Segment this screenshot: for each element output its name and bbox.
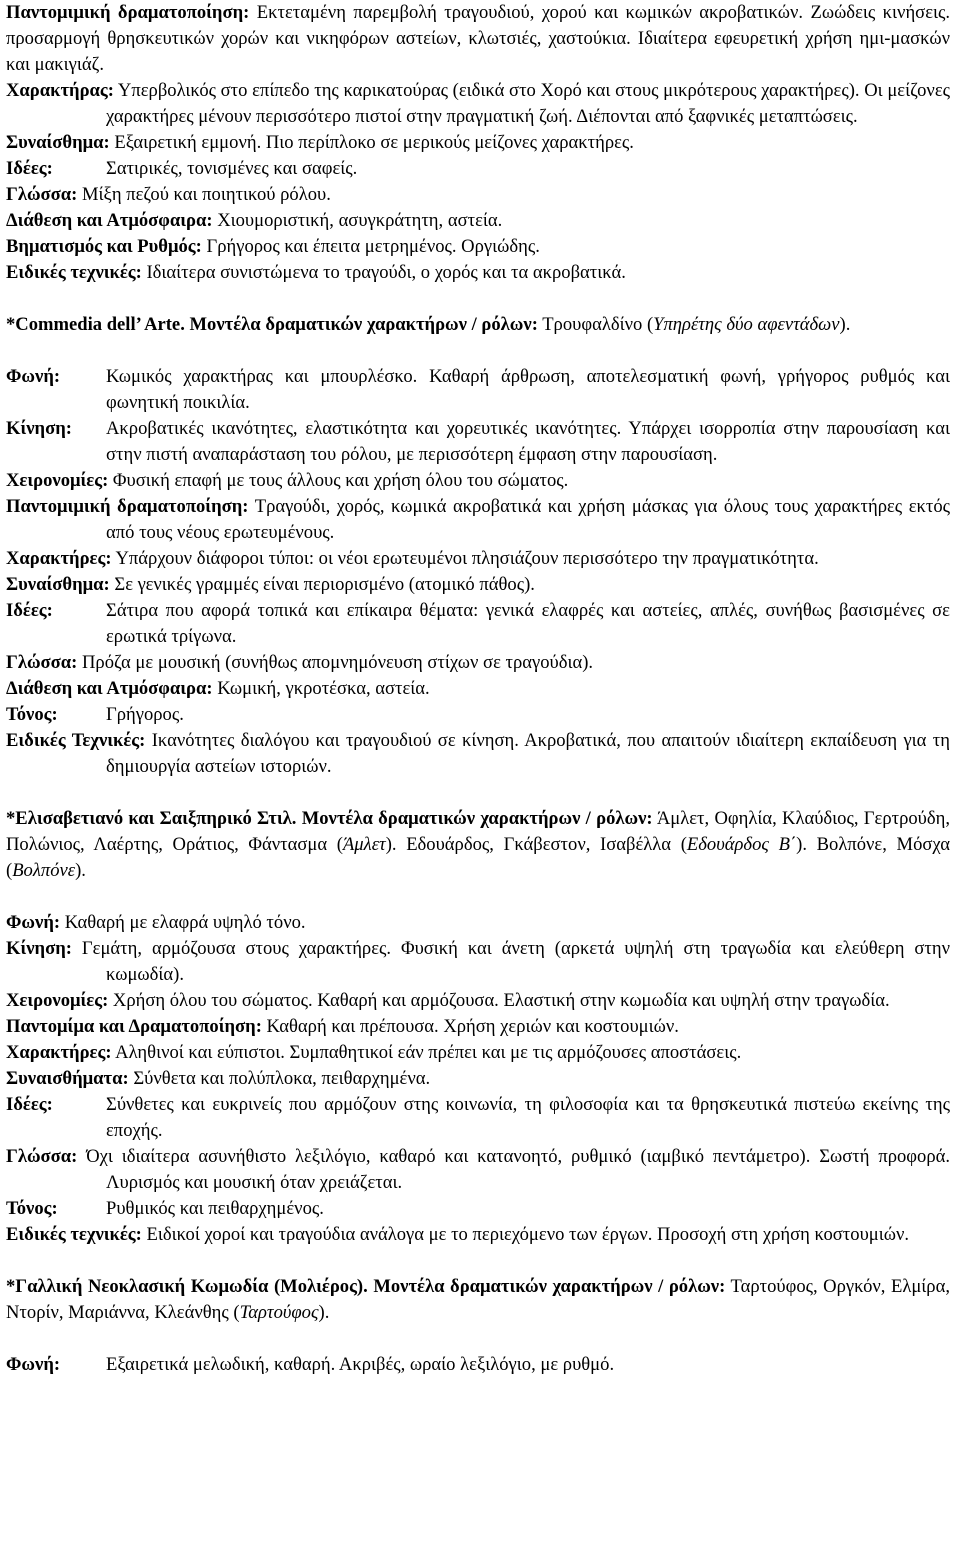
- entry-techniques-commedia: [6, 728, 950, 780]
- entry-text: Ρυθμικός και πειθαρχημένος.: [106, 1198, 324, 1219]
- entry-mood-intro: [6, 208, 950, 234]
- entry-text: Ικανότητες διαλόγου και τραγουδιού σε κίνηση. Ακροβατικά, που απαιτούν ιδιαίτερη εκπαίδευση για τη δημιουργία αστείων ιστοριών.: [106, 730, 950, 777]
- section-title: *Ελισαβετιανό και Σαιξπηρικό Στιλ.: [6, 808, 297, 829]
- entry-text: Ακροβατικές ικανότητες, ελαστικότητα και χορευτικές ικανότητες. Υπάρχει ισορροπία στην παρουσίαση και στην πιστή αναπαράσταση του ρόλου, με περισσότερη έμφαση στην παρουσίαση.: [106, 418, 950, 465]
- models-text: ). Εδουάρδος, Γκάβεστον, Ισαβέλλα (: [385, 834, 687, 855]
- entry-text: Σύνθετα και πολύπλοκα, πειθαρχημένα.: [128, 1068, 431, 1089]
- entry-text: Πρόζα με μουσική (συνήθως απομνημόνευση στίχων σε τραγούδια).: [77, 652, 594, 673]
- entry-gestures-elizabethan: [6, 988, 950, 1014]
- entry-label: Ιδέες:: [6, 600, 53, 621]
- models-end: ).: [318, 1302, 330, 1323]
- entry-characters-commedia: [6, 546, 950, 572]
- entry-label: Τόνος:: [6, 704, 58, 725]
- models-label: Μοντέλα δραματικών χαρακτήρων / ρόλων:: [296, 808, 653, 829]
- entry-text: Ειδικοί χοροί και τραγούδια ανάλογα με το περιεχόμενο των έργων. Προσοχή στη χρήση κοστουμιών.: [141, 1224, 910, 1245]
- entry-label: Γλώσσα:: [6, 1146, 78, 1167]
- spacer: [6, 286, 950, 312]
- entry-language-intro: [6, 182, 950, 208]
- entry-label: Παντομιμική δραματοποίηση:: [6, 496, 249, 517]
- entry-label: Φωνή:: [6, 912, 61, 933]
- models-text: Ταρτούφος, Οργκόν, Ελμίρα, Ντορίν, Μαριάννα, Κλεάνθης (: [6, 1276, 950, 1323]
- models-text: Τρουφαλδίνο (: [537, 314, 654, 335]
- entry-label: Ειδικές τεχνικές:: [6, 262, 142, 283]
- entry-text: Σάτιρα που αφορά τοπικά και επίκαιρα θέματα: γενικά ελαφρές και αστείες, απλές, συνήθως βασισμένες σε ερωτικά τρίγωνα.: [106, 600, 950, 647]
- entry-emotion-intro: [6, 130, 950, 156]
- entry-label: Φωνή:: [6, 366, 61, 387]
- models-text: ). Βολπόνε, Μόσχα (: [6, 834, 950, 881]
- entry-ideas-commedia: [6, 598, 950, 650]
- entry-characters-elizabethan: [6, 1040, 950, 1066]
- entry-label: Χειρονομίες:: [6, 990, 109, 1011]
- entry-pantomime-commedia: [6, 494, 950, 546]
- models-italic: Εδουάρδος Β΄: [686, 834, 797, 855]
- entry-gestures-commedia: [6, 468, 950, 494]
- entry-voice-elizabethan: [6, 910, 950, 936]
- entry-text: Μίξη πεζού και ποιητικού ρόλου.: [77, 184, 331, 205]
- models-end: ).: [839, 314, 851, 335]
- entry-movement-elizabethan: [6, 936, 950, 988]
- spacer: [6, 1326, 950, 1352]
- entry-label: Παντομιμική δραματοποίηση:: [6, 2, 250, 23]
- entry-text: Γεμάτη, αρμόζουσα στους χαρακτήρες. Φυσική και άνετη (αρκετά υψηλή στη τραγωδία και ελεύθερη στην κωμωδία).: [71, 938, 950, 985]
- entry-text: Υπερβολικός στο επίπεδο της καρικατούρας (ειδικά στο Χορό και στους μικρότερους χαρακτήρες). Οι μείζονες χαρακτήρες μένουν περισσότερο πιστοί στην πραγματική ζωή. Διέπονται από ξαφνικές μεταπτώσεις.: [106, 80, 950, 127]
- entry-label: Κίνηση:: [6, 418, 72, 439]
- models-italic: Άμλετ: [342, 834, 386, 855]
- section-header-commedia: [6, 312, 950, 338]
- entry-label: Ιδέες:: [6, 158, 53, 179]
- entry-text: Ιδιαίτερα συνιστώμενα το τραγούδι, ο χορός και τα ακροβατικά.: [141, 262, 626, 283]
- entry-text: Εξαιρετική εμμονή. Πιο περίπλοκο σε μερικούς μείζονες χαρακτήρες.: [109, 132, 634, 153]
- entry-tone-elizabethan: [6, 1196, 950, 1222]
- spacer: [6, 780, 950, 806]
- entry-techniques-elizabethan: [6, 1222, 950, 1248]
- entry-mood-commedia: [6, 676, 950, 702]
- entry-label: Χαρακτήρες:: [6, 548, 112, 569]
- entry-label: Χαρακτήρες:: [6, 1042, 112, 1063]
- spacer: [6, 1248, 950, 1274]
- entry-label: Γλώσσα:: [6, 184, 78, 205]
- entry-pacing-intro: [6, 234, 950, 260]
- entry-ideas-intro: [6, 156, 950, 182]
- entry-label: Παντομίμα και Δραματοποίηση:: [6, 1016, 262, 1037]
- entry-label: Ειδικές Τεχνικές:: [6, 730, 146, 751]
- models-italic: Υπηρέτης δύο αφεντάδων: [653, 314, 840, 335]
- entry-label: Τόνος:: [6, 1198, 58, 1219]
- entry-language-elizabethan: [6, 1144, 950, 1196]
- entry-label: Συναισθήματα:: [6, 1068, 129, 1089]
- models-italic: Ταρτούφος: [239, 1302, 319, 1323]
- entry-voice-french: [6, 1352, 950, 1378]
- entry-pantomime-intro: [6, 0, 950, 78]
- entry-tone-commedia: [6, 702, 950, 728]
- models-italic: Βολπόνε: [12, 860, 76, 881]
- entry-label: Γλώσσα:: [6, 652, 78, 673]
- entry-text: Τραγούδι, χορός, κωμικά ακροβατικά και χρήση μάσκας για όλους τους χαρακτήρες εκτός από τους νέους ερωτευμένους.: [106, 496, 951, 543]
- entry-label: Συναίσθημα:: [6, 574, 110, 595]
- models-end: ).: [75, 860, 86, 881]
- spacer: [6, 884, 950, 910]
- entry-label: Βηματισμός και Ρυθμός:: [6, 236, 202, 257]
- entry-text: Χρήση όλου του σώματος. Καθαρή και αρμόζουσα. Ελαστική στην κωμωδία και υψηλή στην τραγωδία.: [108, 990, 890, 1011]
- entry-text: Σατιρικές, τονισμένες και σαφείς.: [106, 158, 358, 179]
- entry-ideas-elizabethan: [6, 1092, 950, 1144]
- entry-text: Αληθινοί και εύπιστοι. Συμπαθητικοί εάν πρέπει και με τις αρμόζουσες αποστάσεις.: [111, 1042, 742, 1063]
- entry-text: Όχι ιδιαίτερα ασυνήθιστο λεξιλόγιο, καθαρό και κατανοητό, ρυθμικό (ιαμβικό πεντάμετρο). Σωστή προφορά. Λυρισμός και μουσική όταν χρειάζεται.: [77, 1146, 950, 1193]
- entry-pantomime-elizabethan: [6, 1014, 950, 1040]
- models-text: Άμλετ, Οφηλία, Κλαύδιος, Γερτρούδη, Πολώνιος, Λαέρτης, Οράτιος, Φάντασμα (: [6, 808, 950, 855]
- section-title: *Commedia dell’ Arte.: [6, 314, 185, 335]
- entry-label: Ειδικές τεχνικές:: [6, 1224, 142, 1245]
- entry-text: Εξαιρετικά μελωδική, καθαρή. Ακριβές, ωραίο λεξιλόγιο, με ρυθμό.: [106, 1354, 615, 1375]
- entry-text: Κωμικός χαρακτήρας και μπουρλέσκο. Καθαρή άρθρωση, αποτελεσματική φωνή, γρήγορος ρυθμός και φωνητική ποικιλία.: [106, 366, 950, 413]
- entry-language-commedia: [6, 650, 950, 676]
- entry-text: Χιουμοριστική, ασυγκράτητη, αστεία.: [212, 210, 503, 231]
- entry-text: Εκτεταμένη παρεμβολή τραγουδιού, χορού και κωμικών ακροβατικών. Ζωώδεις κινήσεις. προσαρμογή θρησκευτικών χορών και νικηφόρων αστείων, κλωτσιές, χαστούκια. Ιδιαίτερα εφευρετική χρήση ημι-μασκών και μακιγιάζ.: [6, 2, 951, 75]
- entry-emotion-commedia: [6, 572, 950, 598]
- entry-label: Διάθεση και Ατμόσφαιρα:: [6, 678, 213, 699]
- models-label: Μοντέλα δραματικών χαρακτήρων / ρόλων:: [184, 314, 538, 335]
- entry-text: Καθαρή με ελαφρά υψηλό τόνο.: [60, 912, 306, 933]
- entry-movement-commedia: [6, 416, 950, 468]
- entry-techniques-intro: [6, 260, 950, 286]
- entry-label: Κίνηση:: [6, 938, 72, 959]
- section-title: *Γαλλική Νεοκλασική Κωμωδία (Μολιέρος).: [6, 1276, 368, 1297]
- entry-text: Φυσική επαφή με τους άλλους και χρήση όλου του σώματος.: [108, 470, 569, 491]
- entry-text: Καθαρή και πρέπουσα. Χρήση χεριών και κοστουμιών.: [261, 1016, 679, 1037]
- entry-text: Σύνθετες και ευκρινείς που αρμόζουν στης κοινωνία, τη φιλοσοφία και τα θρησκευτικά πιστεύω εκείνης της εποχής.: [106, 1094, 950, 1141]
- section-header-french: [6, 1274, 950, 1326]
- spacer: [6, 338, 950, 364]
- entry-label: Φωνή:: [6, 1354, 61, 1375]
- models-label: Μοντέλα δραματικών χαρακτήρων / ρόλων:: [367, 1276, 726, 1297]
- entry-text: Γρήγορος.: [106, 704, 184, 725]
- entry-label: Χειρονομίες:: [6, 470, 109, 491]
- entry-text: Υπάρχουν διάφοροι τύποι: οι νέοι ερωτευμένοι πλησιάζουν περισσότερο την πραγματικότητα.: [111, 548, 819, 569]
- entry-emotions-elizabethan: [6, 1066, 950, 1092]
- entry-text: Κωμική, γκροτέσκα, αστεία.: [212, 678, 430, 699]
- entry-voice-commedia: [6, 364, 950, 416]
- entry-label: Χαρακτήρας:: [6, 80, 114, 101]
- entry-label: Διάθεση και Ατμόσφαιρα:: [6, 210, 213, 231]
- section-header-elizabethan: [6, 806, 950, 884]
- entry-label: Ιδέες:: [6, 1094, 53, 1115]
- entry-character-intro: [6, 78, 950, 130]
- entry-text: Σε γενικές γραμμές είναι περιορισμένο (ατομικό πάθος).: [109, 574, 535, 595]
- entry-text: Γρήγορος και έπειτα μετρημένος. Οργιώδης.: [201, 236, 540, 257]
- entry-label: Συναίσθημα:: [6, 132, 110, 153]
